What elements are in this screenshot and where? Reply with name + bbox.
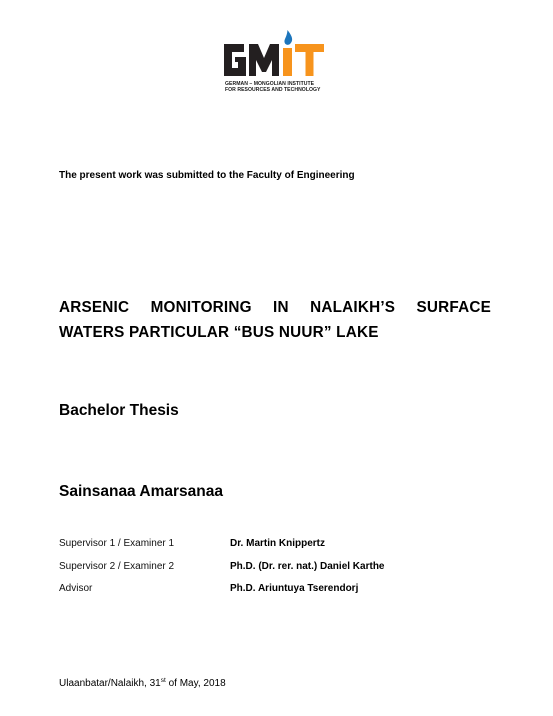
place-date-prefix: Ulaanbatar/Nalaikh, 31 bbox=[59, 678, 161, 689]
person-role: Supervisor 2 / Examiner 2 bbox=[59, 560, 175, 572]
gmit-logo-mark bbox=[222, 30, 330, 82]
ordinal-suffix: st bbox=[160, 677, 166, 684]
logo-caption bbox=[225, 81, 335, 93]
thesis-title-line2: WATERS PARTICULAR “BUS NUUR” LAKE bbox=[59, 324, 379, 341]
person-name: Dr. Martin Knippertz bbox=[230, 538, 326, 549]
date-rest: of May, 2018 bbox=[165, 678, 226, 689]
supervisor-row bbox=[59, 538, 479, 561]
advisor-row bbox=[59, 583, 479, 606]
logo-caption-line2: FOR RESOURCES AND TECHNOLOGY bbox=[225, 87, 321, 93]
person-name: Ph.D. Ariuntuya Tserendorj bbox=[230, 583, 359, 594]
supervisors-list bbox=[59, 538, 479, 606]
supervisor-row bbox=[59, 561, 479, 584]
person-role: Supervisor 1 / Examiner 1 bbox=[59, 538, 175, 549]
submission-statement: The present work was submitted to the Faculty of Engineering bbox=[59, 170, 355, 181]
thesis-title-line1: ARSENIC MONITORING IN NALAIKH’S SURFACE bbox=[59, 299, 491, 316]
place-and-date bbox=[59, 678, 226, 689]
logo-caption-line1: GERMAN – MONGOLIAN INSTITUTE bbox=[225, 81, 315, 87]
person-name: Ph.D. (Dr. rer. nat.) Daniel Karthe bbox=[230, 560, 385, 572]
thesis-type: Bachelor Thesis bbox=[59, 402, 179, 419]
author-name: Sainsanaa Amarsanaa bbox=[59, 483, 223, 500]
thesis-title bbox=[59, 295, 491, 345]
person-role: Advisor bbox=[59, 583, 93, 594]
